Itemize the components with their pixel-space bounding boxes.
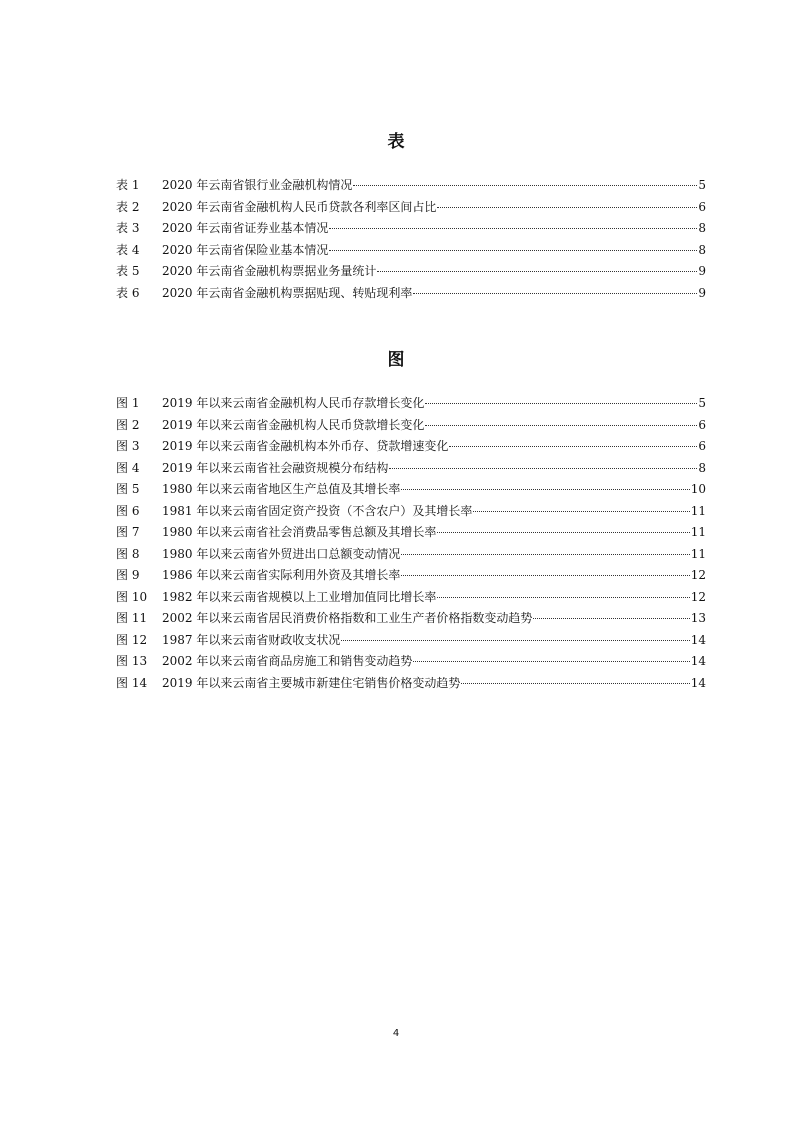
toc-entry[interactable] <box>116 608 706 630</box>
toc-entry-label: 表 5 <box>116 264 140 278</box>
toc-entry-title: 2019 年以来云南省金融机构人民币贷款增长变化 <box>162 417 425 432</box>
toc-dot-leader <box>533 618 689 619</box>
toc-dot-leader <box>329 228 697 229</box>
toc-entry-page-number: 5 <box>698 178 706 192</box>
toc-dot-leader <box>413 661 689 662</box>
toc-entry-label: 图 2 <box>116 417 140 432</box>
toc-entry[interactable] <box>116 458 706 480</box>
toc-dot-leader <box>353 185 697 186</box>
toc-dot-leader <box>377 271 697 272</box>
toc-entry[interactable] <box>116 415 706 437</box>
toc-entry-page-number: 10 <box>690 482 706 496</box>
toc-entry-title: 2020 年云南省金融机构票据业务量统计 <box>162 264 377 278</box>
toc-dot-leader <box>401 554 689 555</box>
toc-entry[interactable] <box>116 436 706 458</box>
toc-dot-leader <box>341 640 689 641</box>
toc-entry-title: 2019 年以来云南省金融机构本外币存、贷款增速变化 <box>162 439 449 453</box>
toc-entry-page-number: 12 <box>690 589 706 604</box>
toc-entry-title: 2019 年以来云南省主要城市新建住宅销售价格变动趋势 <box>162 675 461 690</box>
toc-entry-label: 图 14 <box>116 675 148 690</box>
figures-toc-list <box>116 393 706 694</box>
toc-entry-label: 图 3 <box>116 439 140 453</box>
toc-entry-title: 1981 年以来云南省固定资产投资（不含农户）及其增长率 <box>162 503 473 518</box>
toc-entry-title: 1980 年以来云南省地区生产总值及其增长率 <box>162 482 401 496</box>
toc-entry-label: 表 6 <box>116 285 140 300</box>
toc-entry-page-number: 5 <box>698 396 706 410</box>
toc-entry-page-number: 6 <box>698 417 706 432</box>
toc-entry-title: 2002 年以来云南省商品房施工和销售变动趋势 <box>162 654 413 668</box>
toc-dot-leader <box>401 575 689 576</box>
toc-entry-title: 2020 年云南省金融机构人民币贷款各利率区间占比 <box>162 199 437 214</box>
toc-entry[interactable] <box>116 630 706 652</box>
toc-entry-page-number: 9 <box>698 264 706 278</box>
toc-entry[interactable] <box>116 565 706 587</box>
toc-dot-leader <box>413 293 697 294</box>
toc-dot-leader <box>401 489 689 490</box>
toc-entry[interactable] <box>116 673 706 695</box>
toc-entry-title: 2002 年以来云南省居民消费价格指数和工业生产者价格指数变动趋势 <box>162 611 533 625</box>
toc-entry-title: 1986 年以来云南省实际利用外资及其增长率 <box>162 568 401 582</box>
page-number: 4 <box>392 1028 400 1039</box>
toc-entry-label: 表 4 <box>116 242 140 257</box>
toc-entry-page-number: 8 <box>698 460 706 475</box>
toc-dot-leader <box>473 511 689 512</box>
toc-entry[interactable] <box>116 218 706 240</box>
toc-entry[interactable] <box>116 240 706 262</box>
toc-entry-label: 图 6 <box>116 503 140 518</box>
toc-entry-page-number: 6 <box>698 199 706 214</box>
toc-entry-title: 1987 年以来云南省财政收支状况 <box>162 632 341 647</box>
toc-entry-label: 图 7 <box>116 525 140 539</box>
toc-entry[interactable] <box>116 501 706 523</box>
toc-entry-title: 1980 年以来云南省外贸进出口总额变动情况 <box>162 546 401 561</box>
toc-entry[interactable] <box>116 197 706 219</box>
toc-entry-label: 图 4 <box>116 460 140 475</box>
toc-entry[interactable] <box>116 261 706 283</box>
toc-entry-page-number: 14 <box>690 675 706 690</box>
toc-entry[interactable] <box>116 651 706 673</box>
toc-entry-title: 2019 年以来云南省社会融资规模分布结构 <box>162 460 389 475</box>
toc-dot-leader <box>425 403 697 404</box>
toc-entry-title: 1980 年以来云南省社会消费品零售总额及其增长率 <box>162 525 437 539</box>
toc-entry-label: 图 11 <box>116 611 148 625</box>
toc-entry-label: 图 5 <box>116 482 140 496</box>
toc-dot-leader <box>449 446 697 447</box>
toc-dot-leader <box>437 532 689 533</box>
toc-entry-title: 2020 年云南省金融机构票据贴现、转贴现利率 <box>162 285 413 300</box>
toc-entry-title: 2019 年以来云南省金融机构人民币存款增长变化 <box>162 396 425 410</box>
toc-entry-page-number: 11 <box>690 503 706 518</box>
toc-entry-label: 图 8 <box>116 546 140 561</box>
tables-toc-list <box>116 175 706 304</box>
toc-dot-leader <box>389 468 697 469</box>
tables-section-title: 表 <box>387 132 405 152</box>
toc-entry-label: 图 1 <box>116 396 140 410</box>
toc-entry-page-number: 12 <box>690 568 706 582</box>
toc-entry-page-number: 8 <box>698 221 706 235</box>
toc-entry-page-number: 11 <box>690 546 706 561</box>
toc-entry-label: 表 1 <box>116 178 140 192</box>
toc-dot-leader <box>437 597 689 598</box>
toc-entry[interactable] <box>116 175 706 197</box>
toc-entry-label: 图 10 <box>116 589 148 604</box>
toc-entry[interactable] <box>116 544 706 566</box>
toc-dot-leader <box>461 683 689 684</box>
toc-entry-title: 2020 年云南省保险业基本情况 <box>162 242 329 257</box>
toc-entry-page-number: 13 <box>690 611 706 625</box>
toc-entry[interactable] <box>116 479 706 501</box>
toc-entry-page-number: 9 <box>698 285 706 300</box>
toc-entry[interactable] <box>116 587 706 609</box>
toc-entry-label: 图 9 <box>116 568 140 582</box>
toc-entry-label: 图 12 <box>116 632 148 647</box>
toc-entry[interactable] <box>116 393 706 415</box>
toc-entry-page-number: 8 <box>698 242 706 257</box>
toc-entry-title: 2020 年云南省银行业金融机构情况 <box>162 178 353 192</box>
toc-dot-leader <box>329 250 697 251</box>
toc-entry[interactable] <box>116 522 706 544</box>
toc-dot-leader <box>425 425 697 426</box>
toc-dot-leader <box>437 207 697 208</box>
toc-entry-title: 2020 年云南省证券业基本情况 <box>162 221 329 235</box>
toc-entry-label: 表 2 <box>116 199 140 214</box>
toc-entry-page-number: 11 <box>690 525 706 539</box>
toc-entry-label: 图 13 <box>116 654 148 668</box>
figures-section-title: 图 <box>387 350 405 370</box>
toc-entry-page-number: 14 <box>690 654 706 668</box>
toc-entry-title: 1982 年以来云南省规模以上工业增加值同比增长率 <box>162 589 437 604</box>
toc-entry[interactable] <box>116 283 706 305</box>
toc-entry-page-number: 6 <box>698 439 706 453</box>
toc-entry-page-number: 14 <box>690 632 706 647</box>
toc-entry-label: 表 3 <box>116 221 140 235</box>
